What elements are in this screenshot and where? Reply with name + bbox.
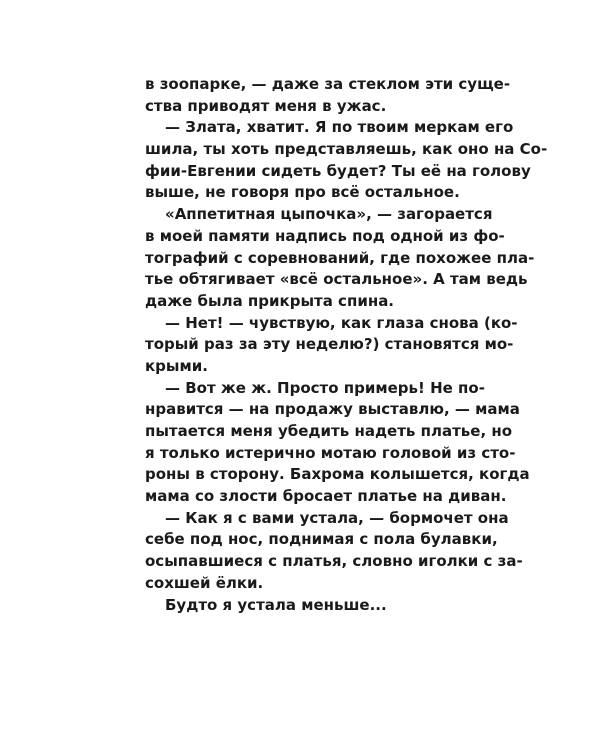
text-line: пытается меня убедить надеть платье, но <box>145 422 513 440</box>
text-line: осыпавшиеся с платья, словно иголки с за- <box>145 552 523 571</box>
text-line: мама со злости бросает платье на диван. <box>145 487 507 506</box>
text-line: тье обтягивает «всё остальное». А там ведь <box>145 270 528 289</box>
text-line: крыми. <box>145 356 208 375</box>
text-line: — Вот же ж. Просто примерь! Не по- <box>165 378 485 397</box>
text-line: в моей памяти надпись под одной из фо- <box>145 226 505 245</box>
text-line: «Аппетитная цыпочка», — загорается <box>165 205 493 224</box>
text-line: Будто я устала меньше... <box>165 595 387 614</box>
text-line: — Злата, хватит. Я по твоим меркам его <box>165 118 514 137</box>
paragraph <box>145 595 475 617</box>
text-line: нравится — на продажу выставлю, — мама <box>145 400 520 419</box>
page-text <box>145 74 548 616</box>
paragraph <box>145 204 535 312</box>
text-line: шила, ты хоть представляешь, как оно на Со- <box>145 140 548 159</box>
text-line: даже была прикрыта спина. <box>145 291 395 310</box>
text-line: роны в сторону. Бахрома колышется, когда <box>145 465 530 484</box>
text-line: тографий с соревнований, где похожее пла- <box>145 248 535 267</box>
text-line: — Как я с вами устала, — бормочет она <box>165 508 509 527</box>
text-line: ства приводят меня в ужас. <box>145 96 387 115</box>
paragraph <box>145 117 548 204</box>
text-line: я только истерично мотаю головой из сто- <box>145 443 516 462</box>
text-line: фии-Евгении сидеть будет? Ты её на голову <box>145 161 531 180</box>
paragraph <box>145 313 518 378</box>
text-line: торый раз за эту неделю?) становятся мо- <box>145 335 514 354</box>
text-line: себе под нос, поднимая с пола булавки, <box>145 530 498 549</box>
text-line: выше, не говоря про всё остальное. <box>145 183 460 202</box>
paragraph <box>145 508 523 595</box>
paragraph <box>145 74 511 117</box>
text-line: — Нет! — чувствую, как глаза снова (ко- <box>165 313 518 332</box>
text-line: сохшей ёлки. <box>145 573 264 592</box>
paragraph <box>145 378 530 508</box>
text-line: в зоопарке, — даже за стеклом эти суще- <box>145 75 511 93</box>
